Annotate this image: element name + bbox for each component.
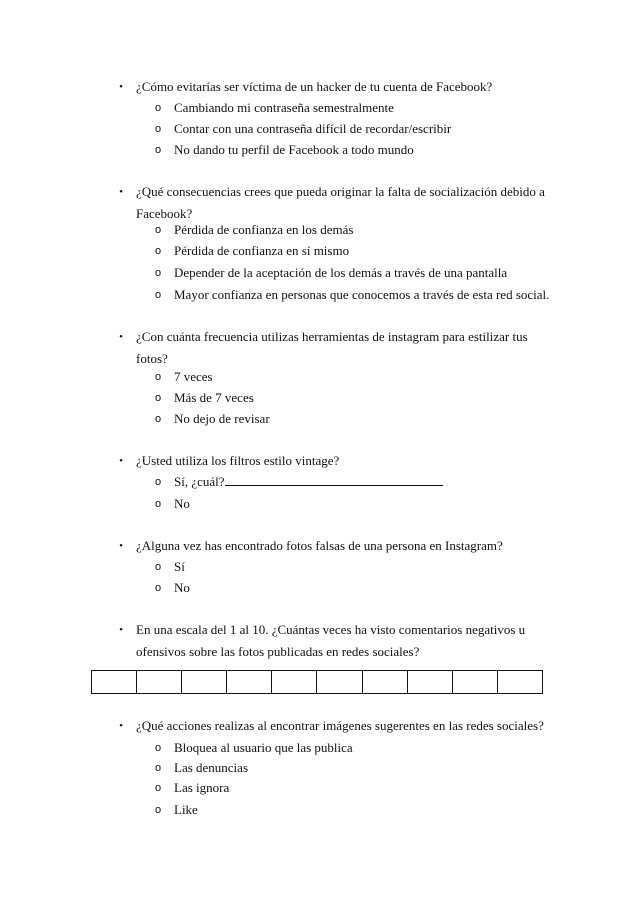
option-marker-icon: o: [155, 102, 162, 114]
bullet-icon: •: [119, 540, 123, 552]
scale-cell[interactable]: [92, 671, 137, 694]
option-marker-icon: o: [155, 762, 162, 774]
option-marker-icon: o: [155, 144, 162, 156]
option-marker-icon: o: [155, 224, 162, 236]
option-marker-icon: o: [155, 582, 162, 594]
option-marker-icon: o: [155, 392, 162, 404]
scale-cell[interactable]: [452, 671, 497, 694]
option-7-2[interactable]: Las denuncias: [174, 760, 249, 775]
option-marker-icon: o: [155, 413, 162, 425]
option-2-2[interactable]: Pérdida de confianza en sí mismo: [174, 243, 350, 258]
option-1-3[interactable]: No dando tu perfil de Facebook a todo mundo: [174, 142, 414, 157]
option-7-1[interactable]: Bloquea al usuario que las publica: [174, 740, 353, 755]
option-2-4[interactable]: Mayor confianza en personas que conocemos a través de esta red social.: [174, 287, 550, 302]
scale-cell[interactable]: [497, 671, 542, 694]
option-marker-icon: o: [155, 245, 162, 257]
question-7: ¿Qué acciones realizas al encontrar imágenes sugerentes en las redes sociales?: [136, 718, 544, 733]
option-marker-icon: o: [155, 498, 162, 510]
option-4-1[interactable]: [174, 471, 443, 493]
question-1: ¿Cómo evitarías ser víctima de un hacker de tu cuenta de Facebook?: [136, 79, 493, 94]
option-7-4[interactable]: Like: [174, 802, 198, 817]
option-marker-icon: o: [155, 476, 162, 488]
rating-scale-table: [91, 670, 543, 694]
bullet-icon: •: [119, 81, 123, 93]
option-4-1-label: Sí, ¿cuál?: [174, 474, 225, 489]
option-marker-icon: o: [155, 289, 162, 301]
question-6: En una escala del 1 al 10. ¿Cuántas veces ha visto comentarios negativos u ofensivos sobre las fotos publicadas en redes sociales?: [136, 622, 526, 659]
option-1-1[interactable]: Cambiando mi contraseña semestralmente: [174, 100, 394, 115]
bullet-icon: •: [119, 720, 123, 732]
question-5: ¿Alguna vez has encontrado fotos falsas de una persona en Instagram?: [136, 538, 503, 553]
option-marker-icon: o: [155, 742, 162, 754]
option-3-3[interactable]: No dejo de revisar: [174, 411, 270, 426]
option-7-3[interactable]: Las ignora: [174, 780, 230, 795]
question-3: ¿Con cuánta frecuencia utilizas herramientas de instagram para estilizar tus fotos?: [136, 329, 528, 366]
scale-cell[interactable]: [272, 671, 317, 694]
option-marker-icon: o: [155, 561, 162, 573]
bullet-icon: •: [119, 455, 123, 467]
option-2-3[interactable]: Depender de la aceptación de los demás a través de una pantalla: [174, 265, 508, 280]
answer-blank-line[interactable]: [225, 471, 443, 486]
option-marker-icon: o: [155, 123, 162, 135]
option-1-2[interactable]: Contar con una contraseña difícil de recordar/escribir: [174, 121, 452, 136]
scale-cell[interactable]: [182, 671, 227, 694]
bullet-icon: •: [119, 624, 123, 636]
option-marker-icon: o: [155, 371, 162, 383]
option-5-2[interactable]: No: [174, 580, 190, 595]
scale-cell[interactable]: [227, 671, 272, 694]
scale-cell[interactable]: [317, 671, 362, 694]
scale-cell[interactable]: [362, 671, 407, 694]
option-marker-icon: o: [155, 267, 162, 279]
scale-cell[interactable]: [137, 671, 182, 694]
option-3-1[interactable]: 7 veces: [174, 369, 213, 384]
option-2-1[interactable]: Pérdida de confianza en los demás: [174, 222, 354, 237]
bullet-icon: •: [119, 186, 123, 198]
scale-cell[interactable]: [407, 671, 452, 694]
option-marker-icon: o: [155, 782, 162, 794]
bullet-icon: •: [119, 331, 123, 343]
question-4: ¿Usted utiliza los filtros estilo vintage?: [136, 453, 340, 468]
option-4-2[interactable]: No: [174, 496, 190, 511]
option-3-2[interactable]: Más de 7 veces: [174, 390, 254, 405]
question-2: ¿Qué consecuencias crees que pueda originar la falta de socialización debido a Facebook?: [136, 184, 545, 221]
option-5-1[interactable]: Sí: [174, 559, 185, 574]
option-marker-icon: o: [155, 804, 162, 816]
